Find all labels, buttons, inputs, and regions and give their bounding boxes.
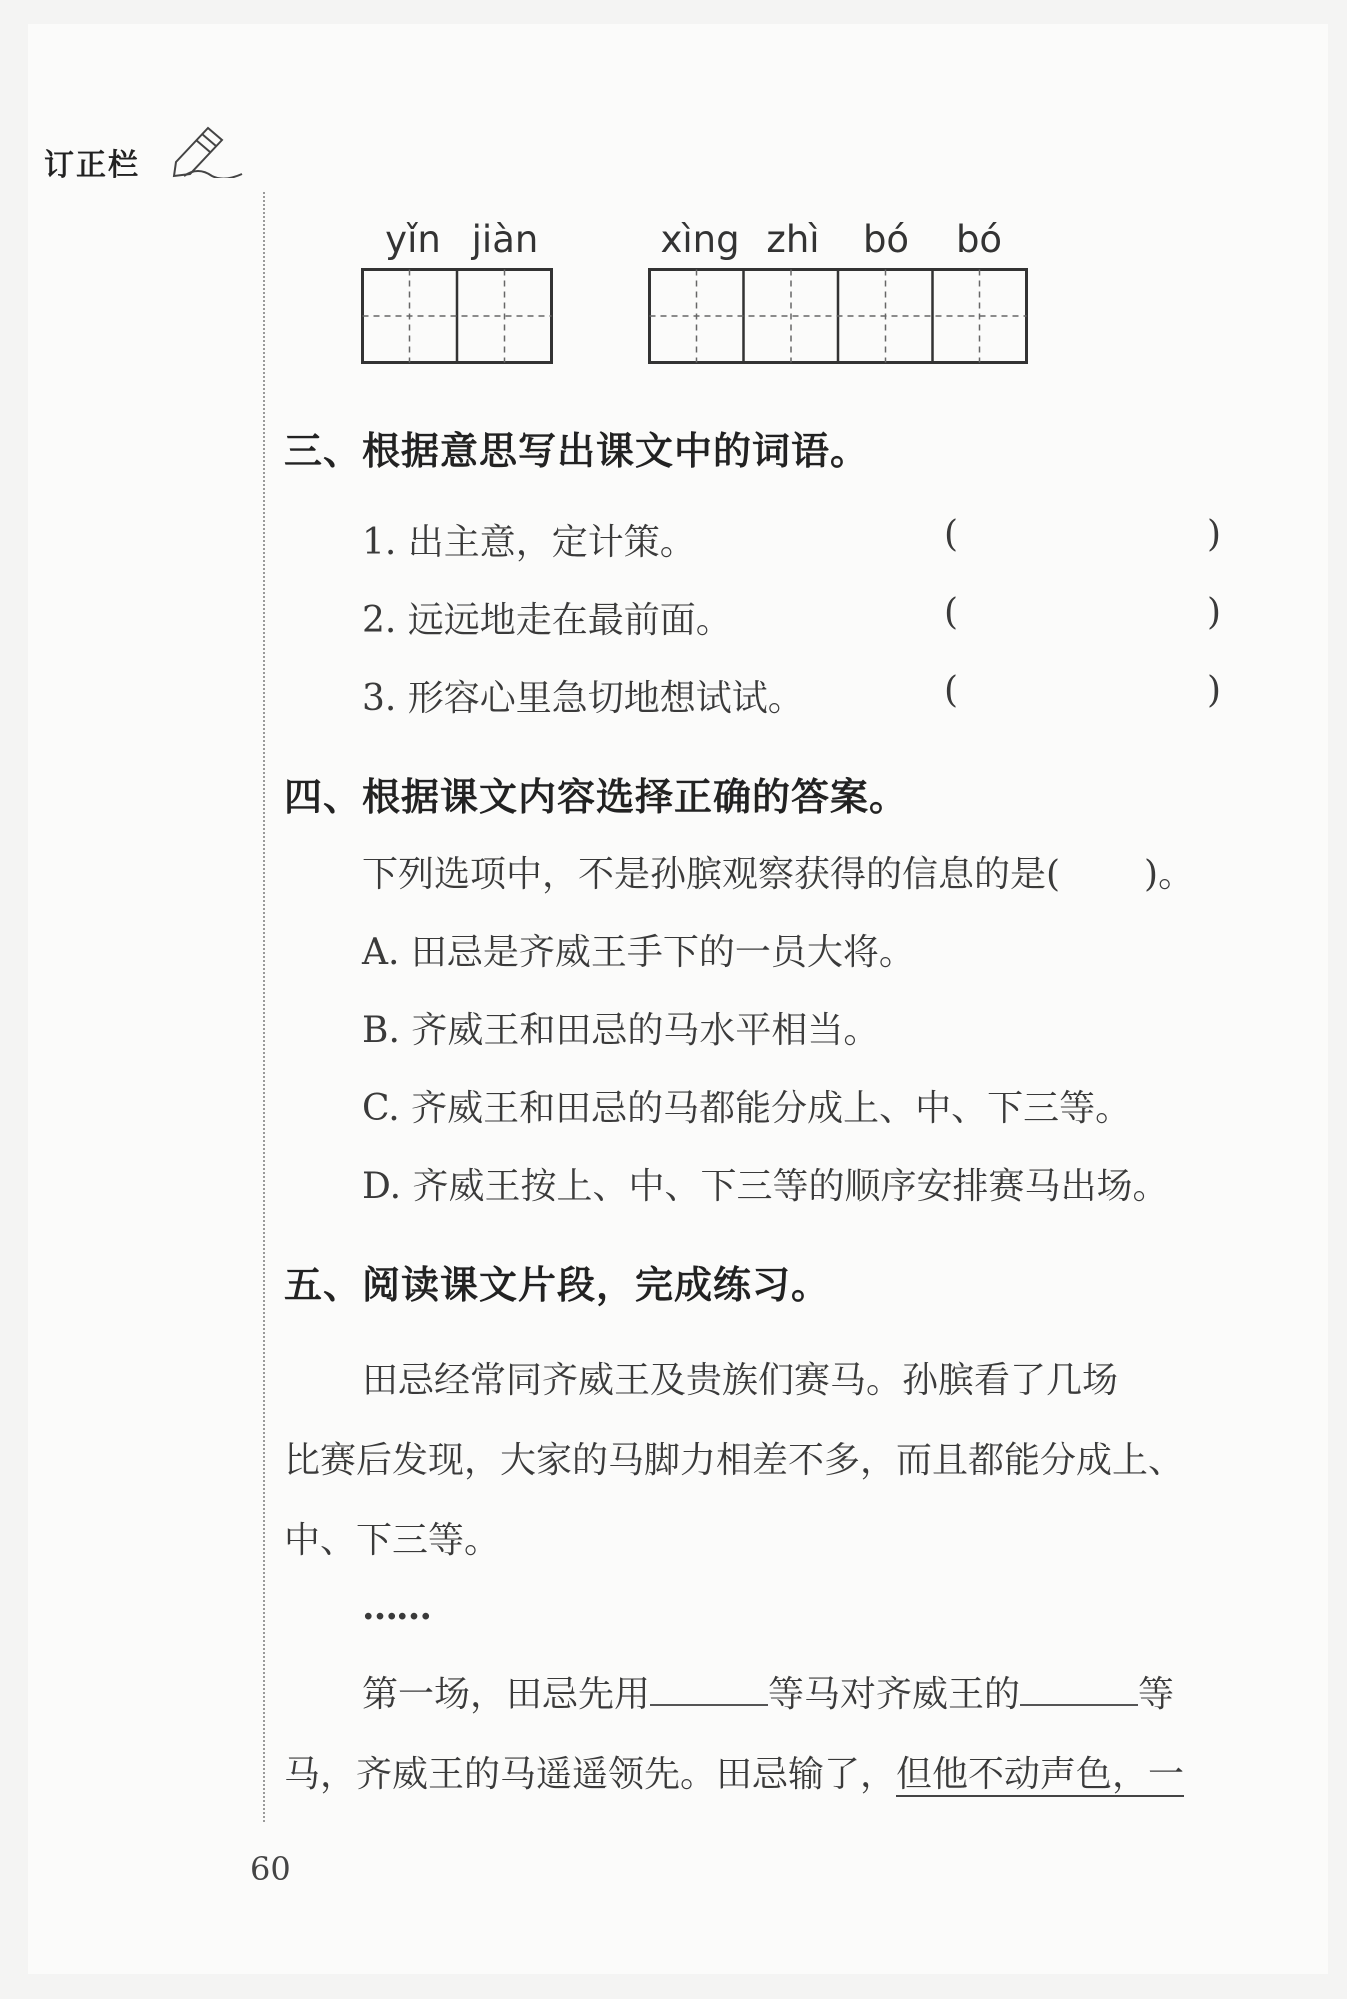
paren-close: ) bbox=[1207, 592, 1222, 633]
paren-close: ) bbox=[1207, 670, 1222, 711]
paren-open: ( bbox=[944, 592, 959, 633]
pinyin-1: yǐn bbox=[385, 218, 441, 261]
section3-item-2: 2. 远远地走在最前面。 bbox=[362, 600, 732, 641]
pinyin-6: bó bbox=[955, 218, 1003, 261]
ellipsis: …… bbox=[362, 1586, 430, 1628]
writing-grid-2[interactable] bbox=[648, 268, 1028, 364]
fill-blank-2[interactable] bbox=[1020, 1670, 1138, 1706]
option-a: A. 田忌是齐威王手下的一员大将。 bbox=[362, 932, 915, 973]
paren-open: ( bbox=[944, 670, 959, 711]
underlined-sentence: 但他不动声色，一 bbox=[896, 1754, 1185, 1795]
passage-text-4: 马，齐威王的马遥遥领先。田忌输了， bbox=[284, 1754, 897, 1795]
pinyin-2: jiàn bbox=[471, 218, 539, 261]
pinyin-3: xìng bbox=[660, 218, 740, 261]
margin-divider bbox=[263, 192, 265, 1822]
paren-open: ( bbox=[944, 514, 959, 555]
passage-line-4 bbox=[362, 1666, 1174, 1717]
section4-heading: 四、根据课文内容选择正确的答案。 bbox=[284, 775, 909, 819]
pencil-icon bbox=[168, 118, 248, 178]
pinyin-5: bó bbox=[862, 218, 910, 261]
passage-text-2: 等马对齐威王的 bbox=[768, 1674, 1021, 1715]
writing-grid-1[interactable] bbox=[361, 268, 553, 364]
section3-item-3: 3. 形容心里急切地想试试。 bbox=[362, 678, 804, 719]
section4-question bbox=[362, 846, 1194, 897]
section5-heading: 五、阅读课文片段，完成练习。 bbox=[284, 1263, 831, 1307]
correction-column-label: 订正栏 bbox=[44, 148, 140, 183]
passage-text-1: 第一场，田忌先用 bbox=[362, 1674, 651, 1715]
option-b: B. 齐威王和田忌的马水平相当。 bbox=[362, 1010, 880, 1051]
page-number: 60 bbox=[250, 1850, 291, 1888]
question-text: 下列选项中，不是孙膑观察获得的信息的是( bbox=[362, 854, 1061, 895]
section3-heading: 三、根据意思写出课文中的词语。 bbox=[284, 429, 870, 473]
passage-line-2: 比赛后发现，大家的马脚力相差不多，而且都能分成上、 bbox=[284, 1440, 1185, 1481]
question-end: )。 bbox=[1144, 854, 1195, 895]
passage-line-3: 中、下三等。 bbox=[284, 1520, 501, 1561]
option-d: D. 齐威王按上、中、下三等的顺序安排赛马出场。 bbox=[362, 1166, 1169, 1207]
fill-blank-1[interactable] bbox=[650, 1670, 768, 1706]
passage-line-1: 田忌经常同齐威王及贵族们赛马。孙膑看了几场 bbox=[362, 1360, 1119, 1401]
option-c: C. 齐威王和田忌的马都能分成上、中、下三等。 bbox=[362, 1088, 1132, 1129]
pinyin-4: zhì bbox=[766, 218, 820, 261]
passage-line-5 bbox=[284, 1746, 1184, 1797]
passage-text-3: 等 bbox=[1138, 1674, 1175, 1715]
section3-item-1: 1. 出主意，定计策。 bbox=[362, 522, 696, 563]
paren-close: ) bbox=[1207, 514, 1222, 555]
